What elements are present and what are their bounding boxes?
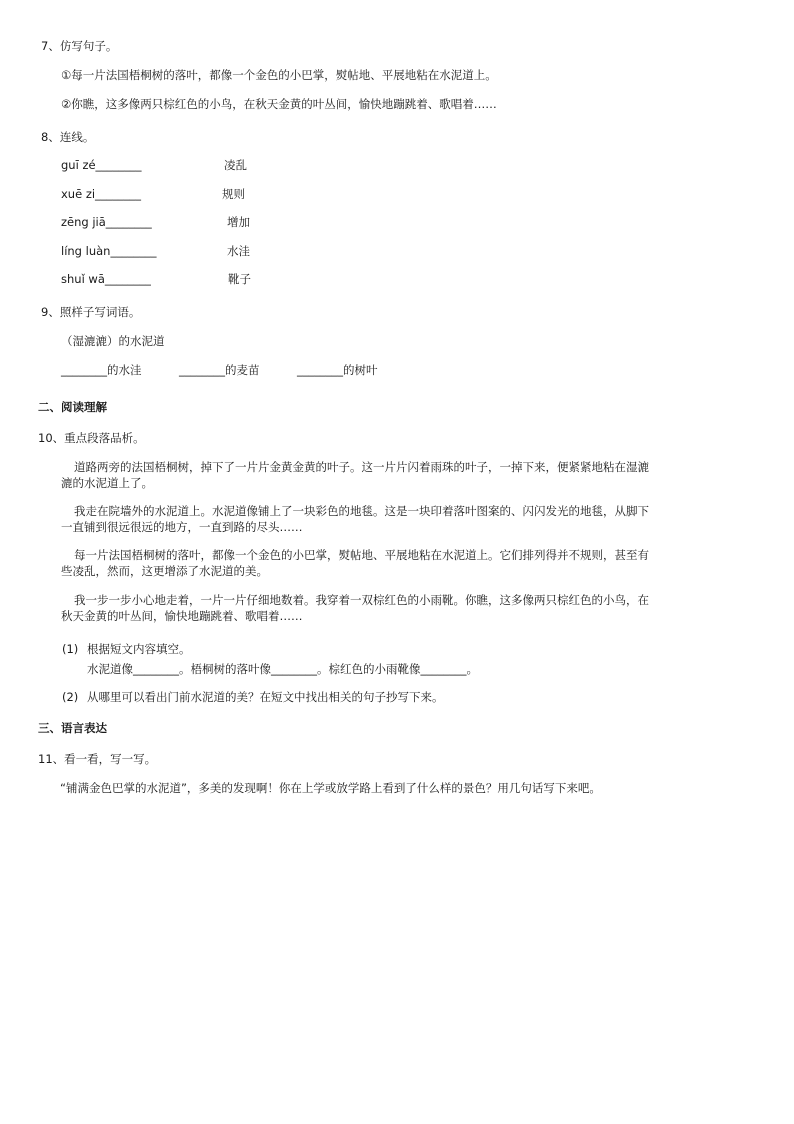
q10-para-2-line-1: 我走在院墙外的水泥道上。水泥道像铺上了一块彩色的地毯。这是一块印着落叶图案的、闪闪发光的地毯，从脚下 <box>74 504 649 518</box>
section-3-heading: 三、语言表达 <box>38 721 107 735</box>
q8-left-4: líng luàn________ <box>61 244 157 258</box>
q7-title: 7、仿写句子。 <box>41 39 118 53</box>
q10-sub2-number: (2) <box>62 690 79 704</box>
q8-left-3: zēng jiā________ <box>61 215 152 229</box>
q10-sub1-number: (1) <box>62 642 79 656</box>
q10-para-4-line-1: 我一步一步小心地走着，一片一片仔细地数着。我穿着一双棕红色的小雨靴。你瞧，这多像两只棕红色的小鸟，在 <box>74 593 649 607</box>
q10-title: 10、重点段落品析。 <box>38 431 145 445</box>
q8-left-2: xuē zi________ <box>61 187 142 201</box>
q10-sub1-fill: 水泥道像________。梧桐树的落叶像________。棕红色的小雨靴像________。 <box>87 662 478 676</box>
q8-right-1: 凌乱 <box>224 158 247 172</box>
q9-title: 9、照样子写词语。 <box>41 305 141 319</box>
q8-right-2: 规则 <box>222 187 245 201</box>
q7-sentence-1: ①每一片法国梧桐树的落叶，都像一个金色的小巴掌，熨帖地、平展地粘在水泥道上。 <box>61 68 497 82</box>
q10-para-4-line-2: 秋天金黄的叶丛间，愉快地蹦跳着、歌唱着…… <box>61 609 303 623</box>
q8-title: 8、连线。 <box>41 130 95 144</box>
q9-blank-2: ________的麦苗 <box>179 363 260 377</box>
q8-right-3: 增加 <box>227 215 250 229</box>
q10-para-1-line-1: 道路两旁的法国梧桐树，掉下了一片片金黄金黄的叶子。这一片片闪着雨珠的叶子，一掉下来，便紧紧地粘在湿漉 <box>74 460 649 474</box>
q10-sub1-prompt: 根据短文内容填空。 <box>87 642 191 656</box>
q11-prompt: “铺满金色巴掌的水泥道”，多美的发现啊！你在上学或放学路上看到了什么样的景色？用几句话写下来吧。 <box>60 781 601 795</box>
q8-left-1: guī zé________ <box>61 158 142 172</box>
q10-para-2-line-2: 一直铺到很远很远的地方，一直到路的尽头…… <box>61 520 303 534</box>
q11-title: 11、看一看，写一写。 <box>38 752 157 766</box>
q10-sub2-prompt: 从哪里可以看出门前水泥道的美？在短文中找出相关的句子抄写下来。 <box>87 690 444 704</box>
q7-sentence-2: ②你瞧，这多像两只棕红色的小鸟，在秋天金黄的叶丛间，愉快地蹦跳着、歌唱着…… <box>61 97 497 111</box>
q8-left-5: shuǐ wā________ <box>61 272 151 286</box>
q10-para-3-line-1: 每一片法国梧桐树的落叶，都像一个金色的小巴掌，熨帖地、平展地粘在水泥道上。它们排列得并不规则，甚至有 <box>74 548 649 562</box>
q8-right-5: 靴子 <box>228 272 251 286</box>
q9-example: （湿漉漉）的水泥道 <box>61 334 165 348</box>
section-2-heading: 二、阅读理解 <box>38 400 107 414</box>
q10-para-1-line-2: 漉的水泥道上了。 <box>61 476 153 490</box>
q10-para-3-line-2: 些凌乱，然而，这更增添了水泥道的美。 <box>61 564 268 578</box>
q9-blank-3: ________的树叶 <box>297 363 378 377</box>
q9-blank-1: ________的水洼 <box>61 363 142 377</box>
q8-right-4: 水洼 <box>227 244 250 258</box>
